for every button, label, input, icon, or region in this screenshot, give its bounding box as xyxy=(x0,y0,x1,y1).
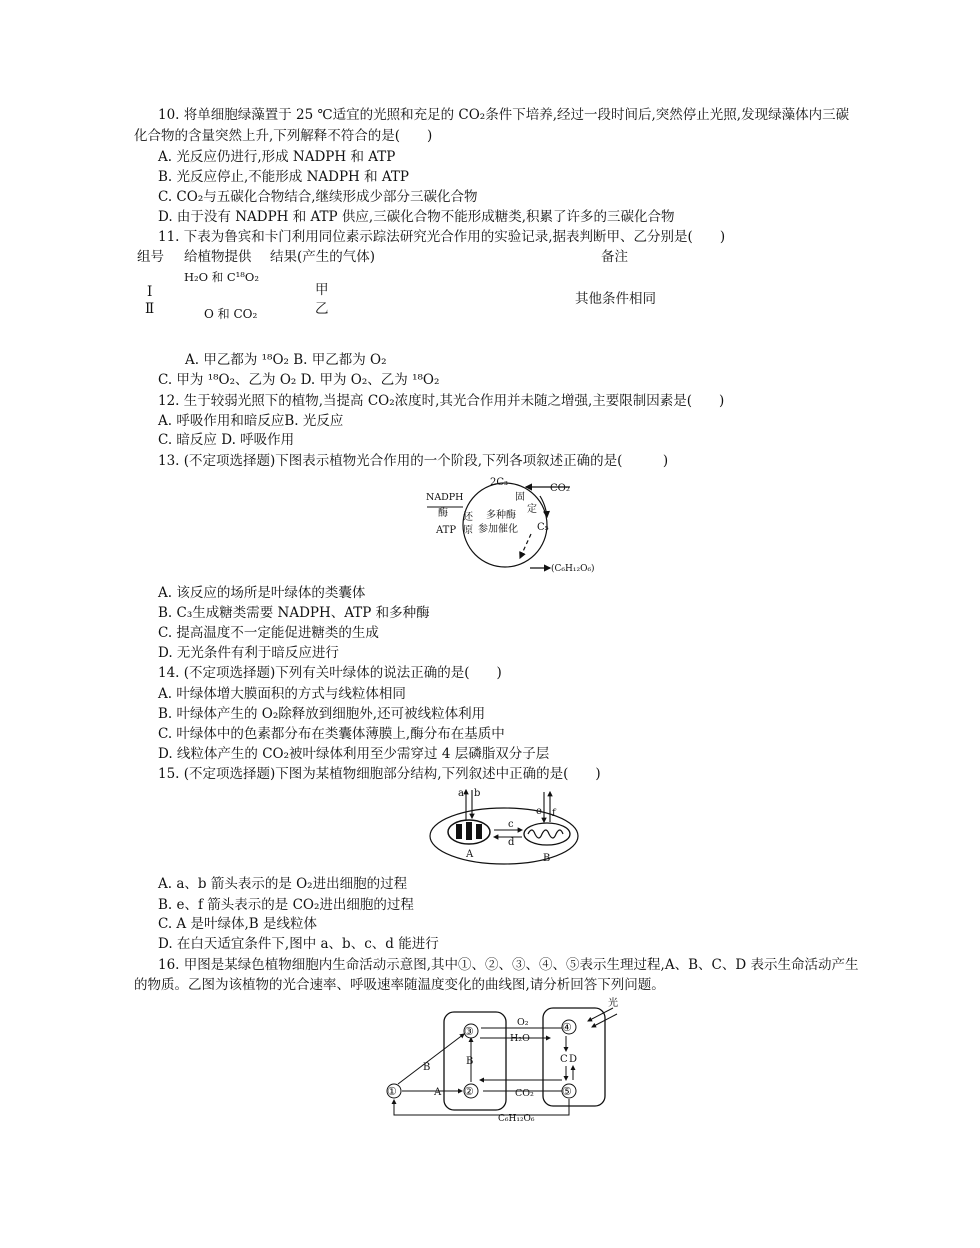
q11-header-supply: 给植物提供 xyxy=(184,249,252,265)
q14-option-c: C. 叶绿体中的色素都分布在类囊体薄膜上,酶分布在基质中 xyxy=(158,726,505,742)
q11-header-group: 组号 xyxy=(137,249,164,265)
q16-label-D: D xyxy=(569,1054,578,1065)
q16-label-B-middle: B xyxy=(466,1056,474,1067)
q14-option-a: A. 叶绿体增大膜面积的方式与线粒体相同 xyxy=(158,686,406,702)
q11-row1-result: 甲 xyxy=(315,282,329,298)
q12-options-cd: C. 暗反应 D. 呼吸作用 xyxy=(158,432,295,448)
q15-grana-stack xyxy=(456,824,462,839)
q15-grana-stack xyxy=(476,824,482,839)
q15-option-d: D. 在白天适宜条件下,图中 a、b、c、d 能进行 xyxy=(158,936,439,952)
q16-stem-line1: 16. 甲图是某绿色植物细胞内生命活动示意图,其中①、②、③、④、⑤表示生理过程,A、B、C、D 表示生命活动产生 xyxy=(158,957,859,973)
q16-label-C: C xyxy=(560,1054,568,1065)
q15-option-a: A. a、b 箭头表示的是 O₂进出细胞的过程 xyxy=(158,876,408,892)
q12-stem: 12. 生于较弱光照下的植物,当提高 CO₂浓度时,其光合作用并未随之增强,主要限制因素是( ) xyxy=(158,393,725,409)
q16-h2o-label: H₂O xyxy=(510,1033,530,1044)
q13-catalysis-label: 参加催化 xyxy=(478,524,518,535)
q13-nadph-label: NADPH xyxy=(426,492,464,503)
q13-option-d: D. 无光条件有利于暗反应进行 xyxy=(158,645,339,661)
q10-option-b: B. 光反应停止,不能形成 NADPH 和 ATP xyxy=(158,169,410,185)
q10-stem-line2: 化合物的含量突然上升,下列解释不符合的是( ) xyxy=(134,128,433,144)
q13-dashed-arrow xyxy=(520,534,531,558)
q11-row1-group: Ⅰ xyxy=(147,284,153,300)
q13-co2-label: CO₂ xyxy=(550,483,570,494)
q15-option-c: C. A 是叶绿体,B 是线粒体 xyxy=(158,916,317,932)
q16-label-1: ① xyxy=(387,1085,397,1098)
q15-label-A: A xyxy=(466,849,474,860)
q16-cell-activity-diagram xyxy=(380,994,630,1128)
q16-co2-label: CO₂ xyxy=(515,1088,534,1099)
q11-header-result: 结果(产生的气体) xyxy=(270,249,376,265)
q13-c3-label: 2C₃ xyxy=(490,477,509,488)
q15-option-b: B. e、f 箭头表示的是 CO₂进出细胞的过程 xyxy=(158,897,414,913)
q15-label-a: a xyxy=(458,788,464,799)
q11-row1-supply: H₂O 和 C¹⁸O₂ xyxy=(184,270,259,284)
q13-option-a: A. 该反应的场所是叶绿体的类囊体 xyxy=(158,585,366,601)
q11-row2-result: 乙 xyxy=(315,301,329,317)
q16-o2-label: O₂ xyxy=(517,1017,529,1028)
q15-cell-diagram xyxy=(424,784,584,866)
q15-organelle-b xyxy=(524,823,570,845)
q15-label-d: d xyxy=(508,837,515,848)
q13-stem: 13. (不定项选择题)下图表示植物光合作用的一个阶段,下列各项叙述正确的是( ) xyxy=(158,453,669,469)
q10-stem-line1: 10. 将单细胞绿藻置于 25 ℃适宜的光照和充足的 CO₂条件下培养,经过一段时间后,突然停止光照,发现绿藻体内三碳 xyxy=(158,107,850,123)
q16-label-A: A xyxy=(434,1087,442,1098)
q14-stem: 14. (不定项选择题)下列有关叶绿体的说法正确的是( ) xyxy=(158,665,502,681)
q11-stem: 11. 下表为鲁宾和卡门利用同位素示踪法研究光合作用的实验记录,据表判断甲、乙分别是( ) xyxy=(158,229,726,245)
q11-row2-supply: O 和 CO₂ xyxy=(204,307,258,321)
q16-glucose-arrow xyxy=(394,1099,569,1115)
q13-atp-label: ATP xyxy=(436,525,457,536)
q12-options-ab: A. 呼吸作用和暗反应B. 光反应 xyxy=(158,413,344,429)
q16-label-3: ③ xyxy=(464,1025,474,1038)
q15-label-f: f xyxy=(552,808,556,819)
q13-glucose-label: (C₆H₁₂O₆) xyxy=(551,564,595,574)
q15-label-b: b xyxy=(474,788,481,799)
q15-label-c: c xyxy=(508,819,514,830)
q13-fix-label-1: 固 xyxy=(515,492,525,503)
q16-label-B-left: B xyxy=(423,1062,431,1073)
q16-label-5: ⑤ xyxy=(562,1085,572,1098)
q14-option-d: D. 线粒体产生的 CO₂被叶绿体利用至少需穿过 4 层磷脂双分子层 xyxy=(158,746,550,762)
q13-c5-label: C₅ xyxy=(537,522,549,533)
q10-option-a: A. 光反应仍进行,形成 NADPH 和 ATP xyxy=(158,149,396,165)
q11-row2-group: Ⅱ xyxy=(145,301,155,317)
q13-reduce-label-2: 原 xyxy=(463,525,473,536)
q11-header-note: 备注 xyxy=(601,249,628,265)
q16-label-4: ④ xyxy=(562,1021,572,1034)
q15-label-e: e xyxy=(536,806,542,817)
q13-option-c: C. 提高温度不一定能促进糖类的生成 xyxy=(158,625,379,641)
q15-stem: 15. (不定项选择题)下图为某植物细胞部分结构,下列叙述中正确的是( ) xyxy=(158,766,601,782)
q16-light-label: 光 xyxy=(608,998,618,1009)
q16-stem-line2: 的物质。乙图为该植物的光合速率、呼吸速率随温度变化的曲线图,请分析回答下列问题。 xyxy=(134,977,665,993)
q13-fix-label-2: 定 xyxy=(527,504,537,515)
q16-label-2: ② xyxy=(464,1085,474,1098)
q10-option-c: C. CO₂与五碳化合物结合,继续形成少部分三碳化合物 xyxy=(158,189,478,205)
q11-note: 其他条件相同 xyxy=(575,291,656,307)
q13-calvin-cycle-diagram xyxy=(420,470,595,578)
q13-option-b: B. C₃生成糖类需要 NADPH、ATP 和多种酶 xyxy=(158,605,430,621)
q11-options-ab: A. 甲乙都为 ¹⁸O₂ B. 甲乙都为 O₂ xyxy=(185,352,387,368)
q16-glucose-label: C₆H₁₂O₆ xyxy=(498,1114,535,1124)
q15-label-B: B xyxy=(543,853,551,864)
q13-enzyme-label: 酶 xyxy=(438,508,448,519)
q16-arrow-1-3 xyxy=(398,1034,464,1084)
q11-options-cd: C. 甲为 ¹⁸O₂、乙为 O₂ D. 甲为 O₂、乙为 ¹⁸O₂ xyxy=(158,372,440,388)
q15-grana-stack xyxy=(466,822,472,840)
q13-reduce-label-1: 还 xyxy=(463,512,473,523)
q14-option-b: B. 叶绿体产生的 O₂除释放到细胞外,还可被线粒体利用 xyxy=(158,706,486,722)
q13-multi-enzyme-label: 多种酶 xyxy=(486,510,516,521)
q10-option-d: D. 由于没有 NADPH 和 ATP 供应,三碳化合物不能形成糖类,积累了许多的三碳化合物 xyxy=(158,209,675,225)
